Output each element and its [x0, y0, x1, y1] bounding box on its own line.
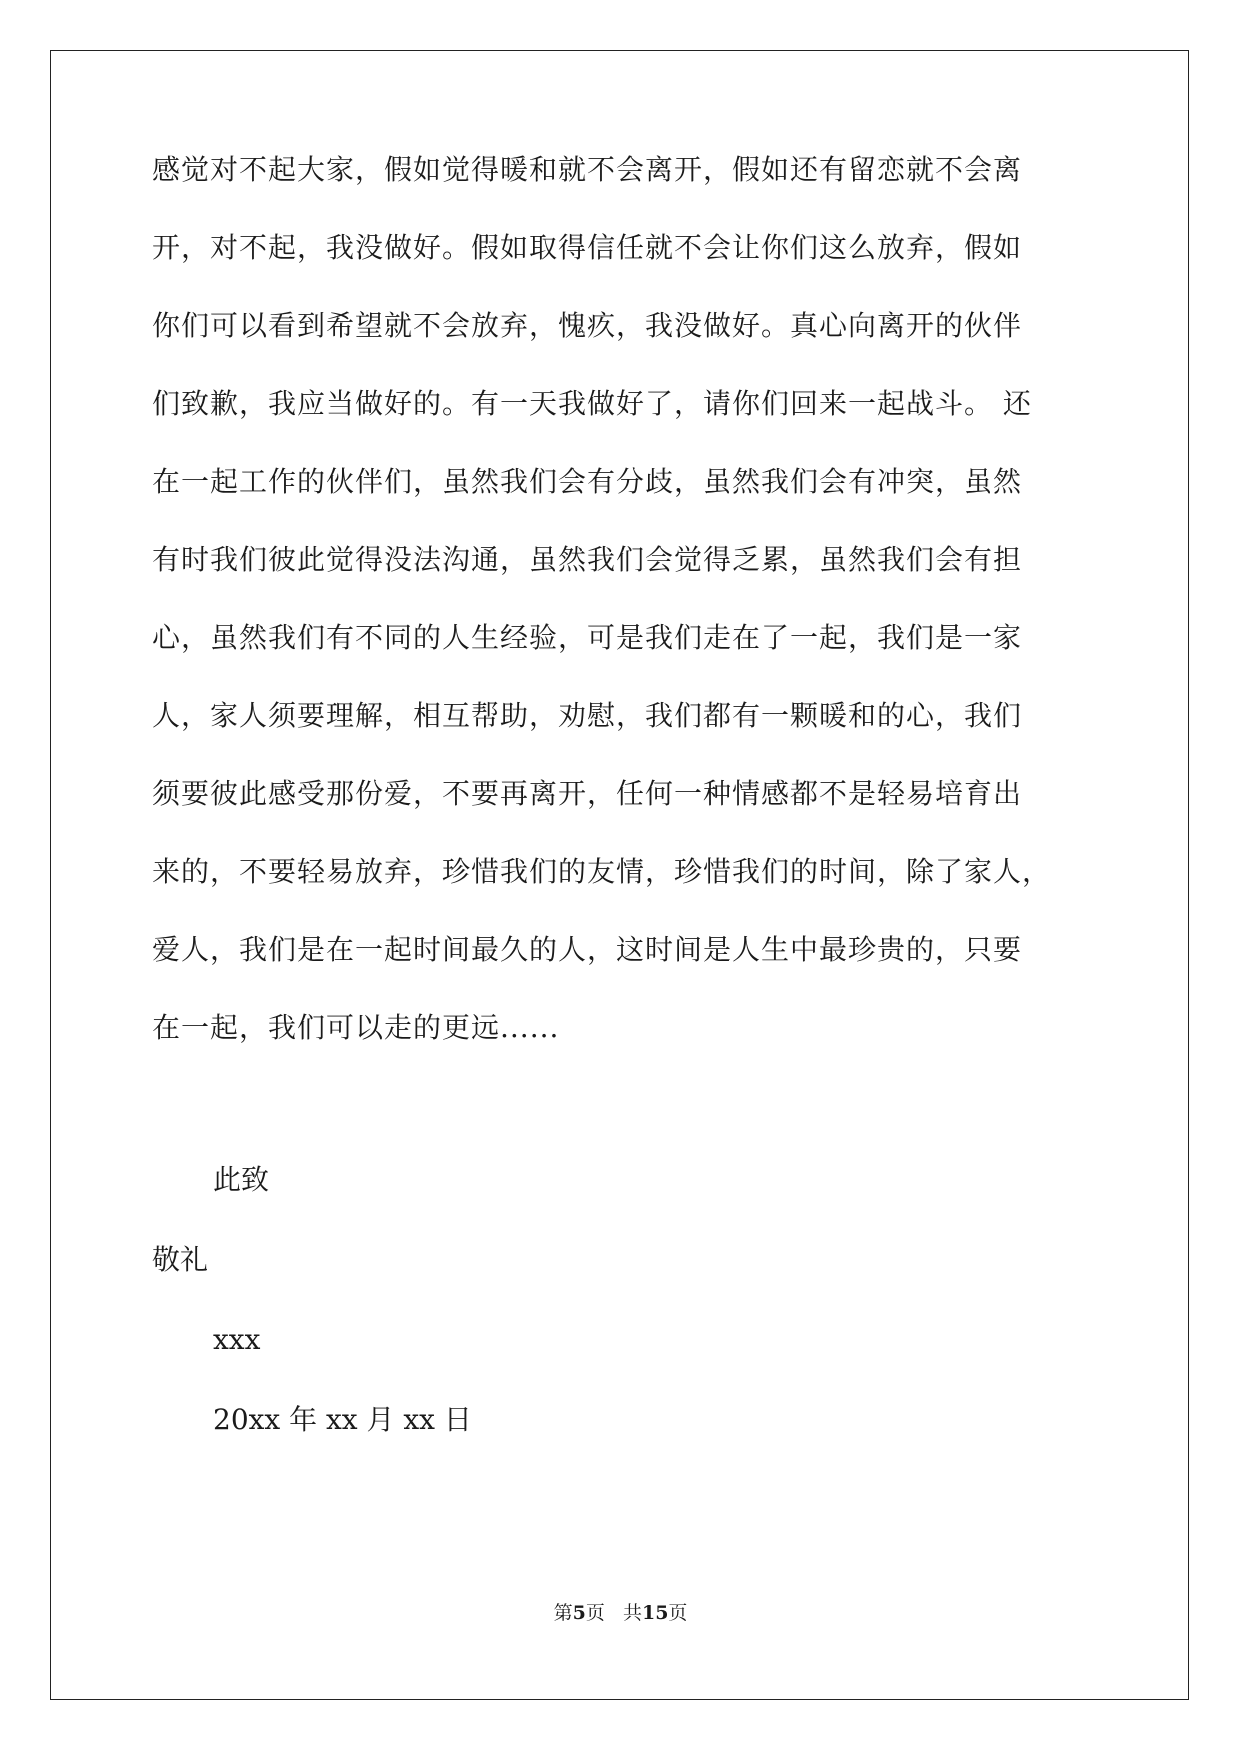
total-pages: 15 — [641, 1602, 669, 1624]
body-line: 们致歉，我应当做好的。有一天我做好了，请你们回来一起战斗。 还 — [152, 387, 1032, 420]
body-line: 你们可以看到希望就不会放弃，愧疚，我没做好。真心向离开的伙伴 — [152, 309, 1023, 342]
body-line: 爱人，我们是在一起时间最久的人，这时间是人生中最珍贵的，只要 — [152, 933, 1023, 966]
total-prefix: 共 — [622, 1602, 642, 1624]
signature: xxx — [213, 1323, 261, 1356]
body-line: 感觉对不起大家，假如觉得暖和就不会离开，假如还有留恋就不会离 — [152, 153, 1023, 186]
page-suffix: 页 — [585, 1602, 605, 1624]
salutation: 此致 — [213, 1163, 270, 1196]
total-suffix: 页 — [668, 1602, 688, 1624]
body-line: 在一起工作的伙伴们，虽然我们会有分歧，虽然我们会有冲突，虽然 — [152, 465, 1023, 498]
body-line: 开，对不起，我没做好。假如取得信任就不会让你们这么放弃，假如 — [152, 231, 1023, 264]
letter-date: 20xx 年 xx 月 xx 日 — [213, 1403, 472, 1436]
body-line: 来的，不要轻易放弃，珍惜我们的友情，珍惜我们的时间，除了家人， — [152, 855, 1052, 888]
regards: 敬礼 — [152, 1243, 209, 1276]
body-line: 人，家人须要理解，相互帮助，劝慰，我们都有一颗暖和的心，我们 — [152, 699, 1023, 732]
page-footer — [0, 1598, 1241, 1625]
body-line: 在一起，我们可以走的更远...... — [152, 1011, 560, 1044]
page-number: 5 — [572, 1602, 586, 1624]
body-line: 心，虽然我们有不同的人生经验，可是我们走在了一起，我们是一家 — [152, 621, 1023, 654]
body-line: 有时我们彼此觉得没法沟通，虽然我们会觉得乏累，虽然我们会有担 — [152, 543, 1023, 576]
body-line: 须要彼此感受那份爱，不要再离开，任何一种情感都不是轻易培育出 — [152, 777, 1023, 810]
page-prefix: 第 — [553, 1602, 573, 1624]
